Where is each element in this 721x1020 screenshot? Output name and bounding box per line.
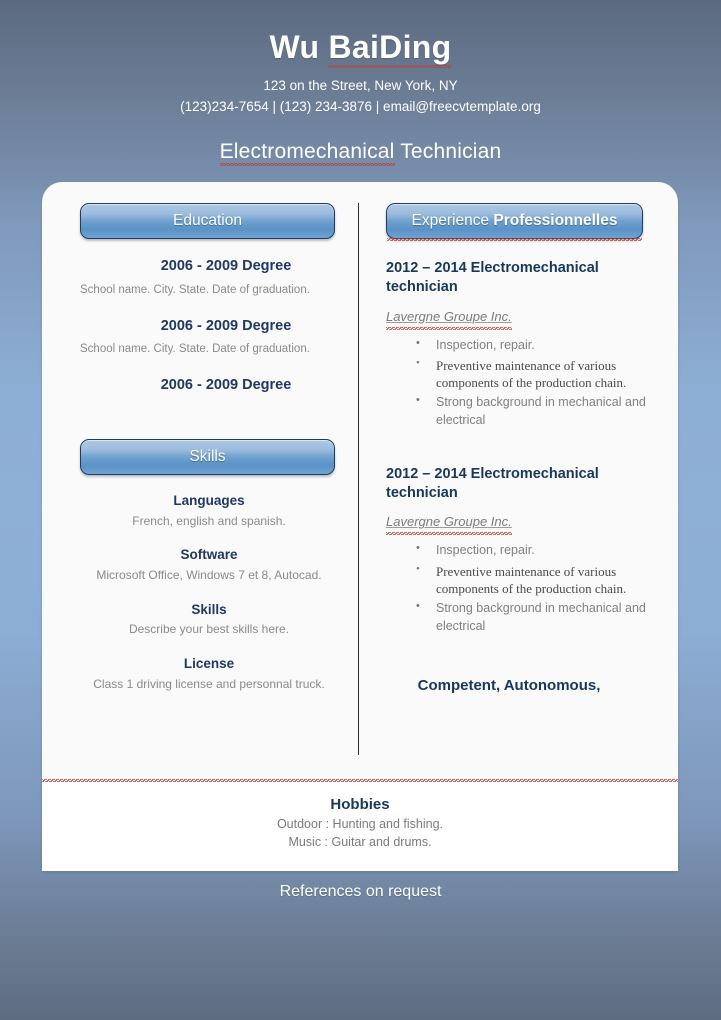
education-entry bbox=[80, 257, 338, 299]
skill-title: Software bbox=[180, 547, 238, 563]
experience-company bbox=[386, 309, 512, 326]
experience-bullet: • Inspection, repair. bbox=[416, 542, 650, 559]
experience-bullet: • Strong background in mechanical and electrical bbox=[416, 600, 650, 635]
experience-section-header[interactable] bbox=[386, 203, 643, 239]
skills-section bbox=[80, 439, 338, 692]
right-column bbox=[358, 203, 678, 780]
experience-heading bbox=[386, 465, 650, 504]
education-detail: School name. City. State. Date of graduation. bbox=[80, 343, 310, 356]
skill-text: Class 1 driving license and personnal truck. bbox=[93, 676, 325, 691]
company-misspelled: Lavergne Groupe bbox=[386, 308, 488, 324]
skill-text: French, english and spanish. bbox=[132, 513, 286, 528]
personal-traits: Competent, Autonomous, bbox=[417, 676, 601, 694]
experience-dates: 2012 – 2014 bbox=[386, 260, 471, 277]
experience-section-label-bold: Professionnelles bbox=[493, 212, 618, 229]
page-title bbox=[270, 29, 452, 66]
education-entry bbox=[80, 376, 338, 395]
experience-dates: 2012 – 2014 bbox=[386, 465, 471, 482]
company-misspelled: Lavergne Groupe bbox=[386, 514, 488, 530]
education-heading: 2006 - 2009 Degree bbox=[160, 258, 292, 275]
education-heading: 2006 - 2009 Degree bbox=[160, 377, 292, 394]
contact-line: (123)234-7654 | (123) 234-3876 | email@freecvtemplate.org bbox=[180, 98, 541, 114]
skills-section-label: Skills bbox=[189, 447, 226, 465]
cv-header bbox=[0, 0, 721, 164]
experience-role-rest: technician bbox=[386, 485, 458, 502]
job-title-misspelled-word: Electromechanical bbox=[219, 139, 395, 163]
job-title-rest: Technician bbox=[394, 139, 502, 163]
left-column bbox=[42, 203, 358, 780]
experience-entry bbox=[386, 465, 650, 635]
skill-block bbox=[80, 655, 338, 692]
skill-title: License bbox=[183, 656, 235, 671]
experience-bullet: • Preventive maintenance of various components of the production chain. bbox=[416, 357, 650, 392]
name-misspelled-word: BaiDing bbox=[328, 29, 452, 65]
education-section-label: Education bbox=[173, 212, 242, 229]
hobbies-title: Hobbies bbox=[330, 796, 390, 813]
experience-role-misspelled: Electromechanical bbox=[470, 465, 599, 482]
experience-company bbox=[386, 514, 512, 531]
skill-block bbox=[80, 601, 338, 638]
company-rest: Inc. bbox=[487, 514, 512, 530]
skill-block bbox=[80, 492, 338, 529]
resume-card bbox=[42, 182, 678, 871]
skill-text: Describe your best skills here. bbox=[128, 622, 290, 637]
job-title bbox=[0, 140, 721, 164]
skill-title: Skills bbox=[191, 601, 227, 617]
hobbies-line: Outdoor : Hunting and fishing. bbox=[276, 817, 444, 831]
company-rest: Inc. bbox=[487, 308, 512, 324]
experience-bullets bbox=[386, 542, 650, 634]
experience-bullets bbox=[386, 337, 650, 429]
experience-role-rest: technician bbox=[386, 279, 458, 296]
experience-bullet: • Preventive maintenance of various components of the production chain. bbox=[416, 563, 650, 598]
resume-columns bbox=[42, 182, 678, 780]
skills-section-header[interactable] bbox=[80, 439, 335, 475]
skill-title: Languages bbox=[173, 492, 245, 508]
experience-entry bbox=[386, 259, 650, 429]
skill-text: Microsoft Office, Windows 7 et 8, Autocad. bbox=[96, 567, 322, 582]
address-line: 123 on the Street, New York, NY bbox=[263, 77, 458, 93]
experience-bullet: • Strong background in mechanical and electrical bbox=[416, 394, 650, 429]
hobbies-section bbox=[42, 780, 678, 871]
skill-block bbox=[80, 546, 338, 583]
experience-role-misspelled: Electromechanical bbox=[470, 260, 599, 277]
experience-bullet: • Inspection, repair. bbox=[416, 337, 650, 354]
experience-section-label-regular: Experience bbox=[411, 212, 494, 229]
references-note: References on request bbox=[279, 883, 442, 900]
education-entry bbox=[80, 317, 338, 359]
hobbies-line: Music : Guitar and drums. bbox=[288, 835, 432, 850]
name-first-part: Wu BaiDing bbox=[269, 29, 452, 65]
education-detail: School name. City. State. Date of graduation. bbox=[80, 283, 310, 296]
education-section-header[interactable] bbox=[80, 203, 335, 239]
experience-heading bbox=[386, 259, 650, 298]
education-heading: 2006 - 2009 Degree bbox=[160, 317, 292, 334]
column-divider bbox=[358, 203, 359, 755]
